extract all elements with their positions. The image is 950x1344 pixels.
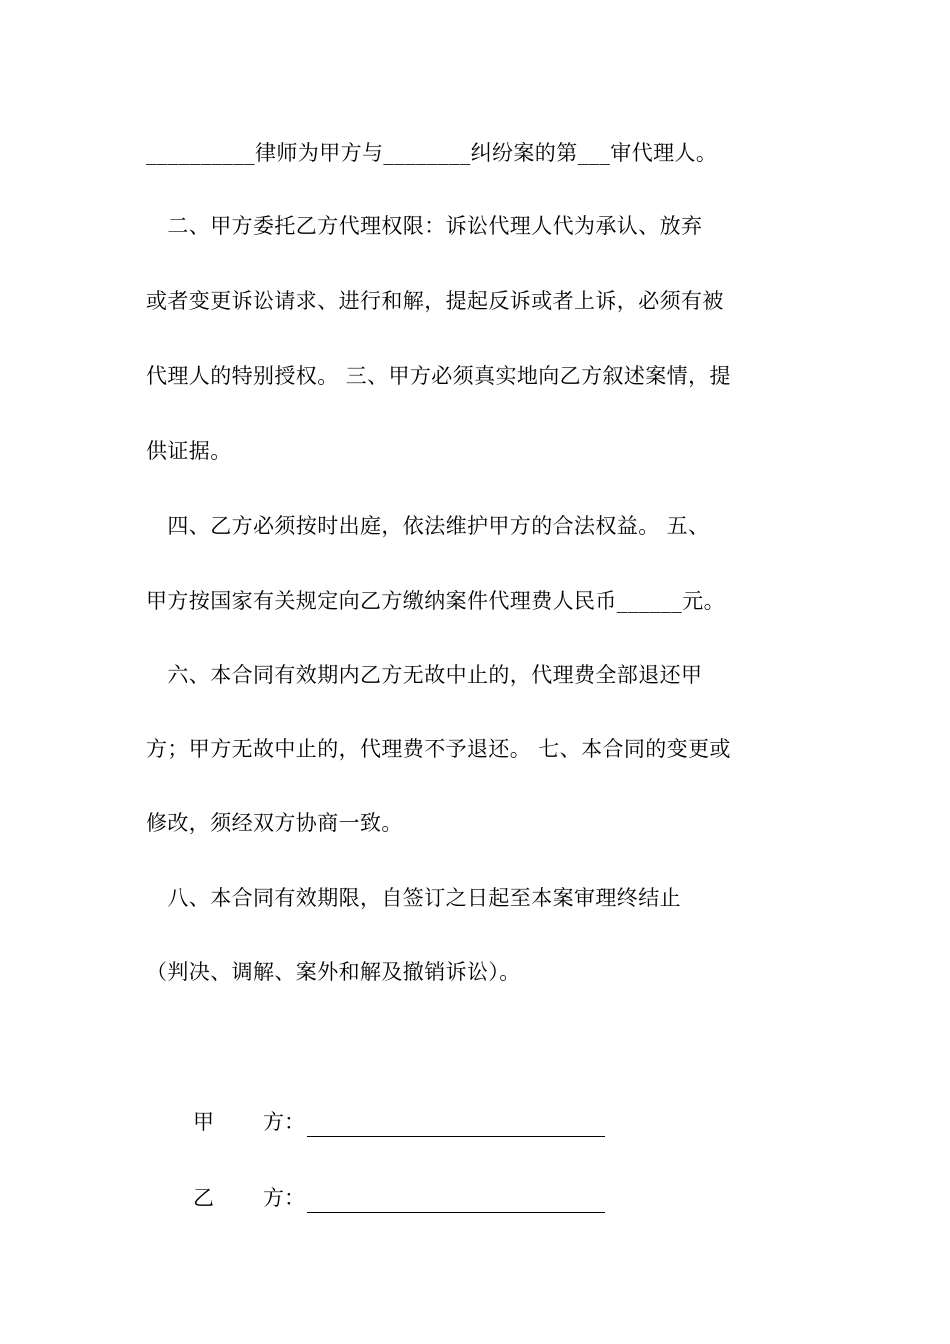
- text-line-11: 八、本合同有效期限，自签订之日起至本案审理终结止: [146, 886, 681, 910]
- party-b-label-char: 乙: [193, 1186, 214, 1210]
- party-b-label-suffix: 方：: [263, 1186, 305, 1210]
- text-line-6: 四、乙方必须按时出庭，依法维护甲方的合法权益。 五、: [146, 514, 710, 538]
- signature-party-a: [193, 1107, 605, 1137]
- party-b-signature-line: [307, 1190, 605, 1213]
- text-line-2: 二、甲方委托乙方代理权限：诉讼代理人代为承认、放弃: [146, 214, 703, 238]
- signature-party-b: [193, 1183, 605, 1213]
- text-line-4: 代理人的特别授权。 三、甲方必须真实地向乙方叙述案情，提: [146, 364, 731, 388]
- text-line-7: 甲方按国家有关规定向乙方缴纳案件代理费人民币______元。: [146, 589, 725, 613]
- text-line-10: 修改，须经双方协商一致。: [146, 811, 403, 835]
- text-line-5: 供证据。: [146, 439, 232, 463]
- text-line-3: 或者变更诉讼请求、进行和解，提起反诉或者上诉，必须有被: [146, 289, 724, 313]
- text-line-12: （判决、调解、案外和解及撤销诉讼）。: [146, 960, 521, 984]
- text-line-1: __________律师为甲方与________纠纷案的第___审代理人。: [146, 141, 718, 165]
- party-a-label-char: 甲: [193, 1110, 214, 1134]
- party-a-label-suffix: 方：: [263, 1110, 305, 1134]
- text-line-8: 六、本合同有效期内乙方无故中止的，代理费全部退还甲: [146, 663, 703, 687]
- text-line-9: 方；甲方无故中止的，代理费不予退还。 七、本合同的变更或: [146, 737, 731, 761]
- party-a-signature-line: [307, 1114, 605, 1137]
